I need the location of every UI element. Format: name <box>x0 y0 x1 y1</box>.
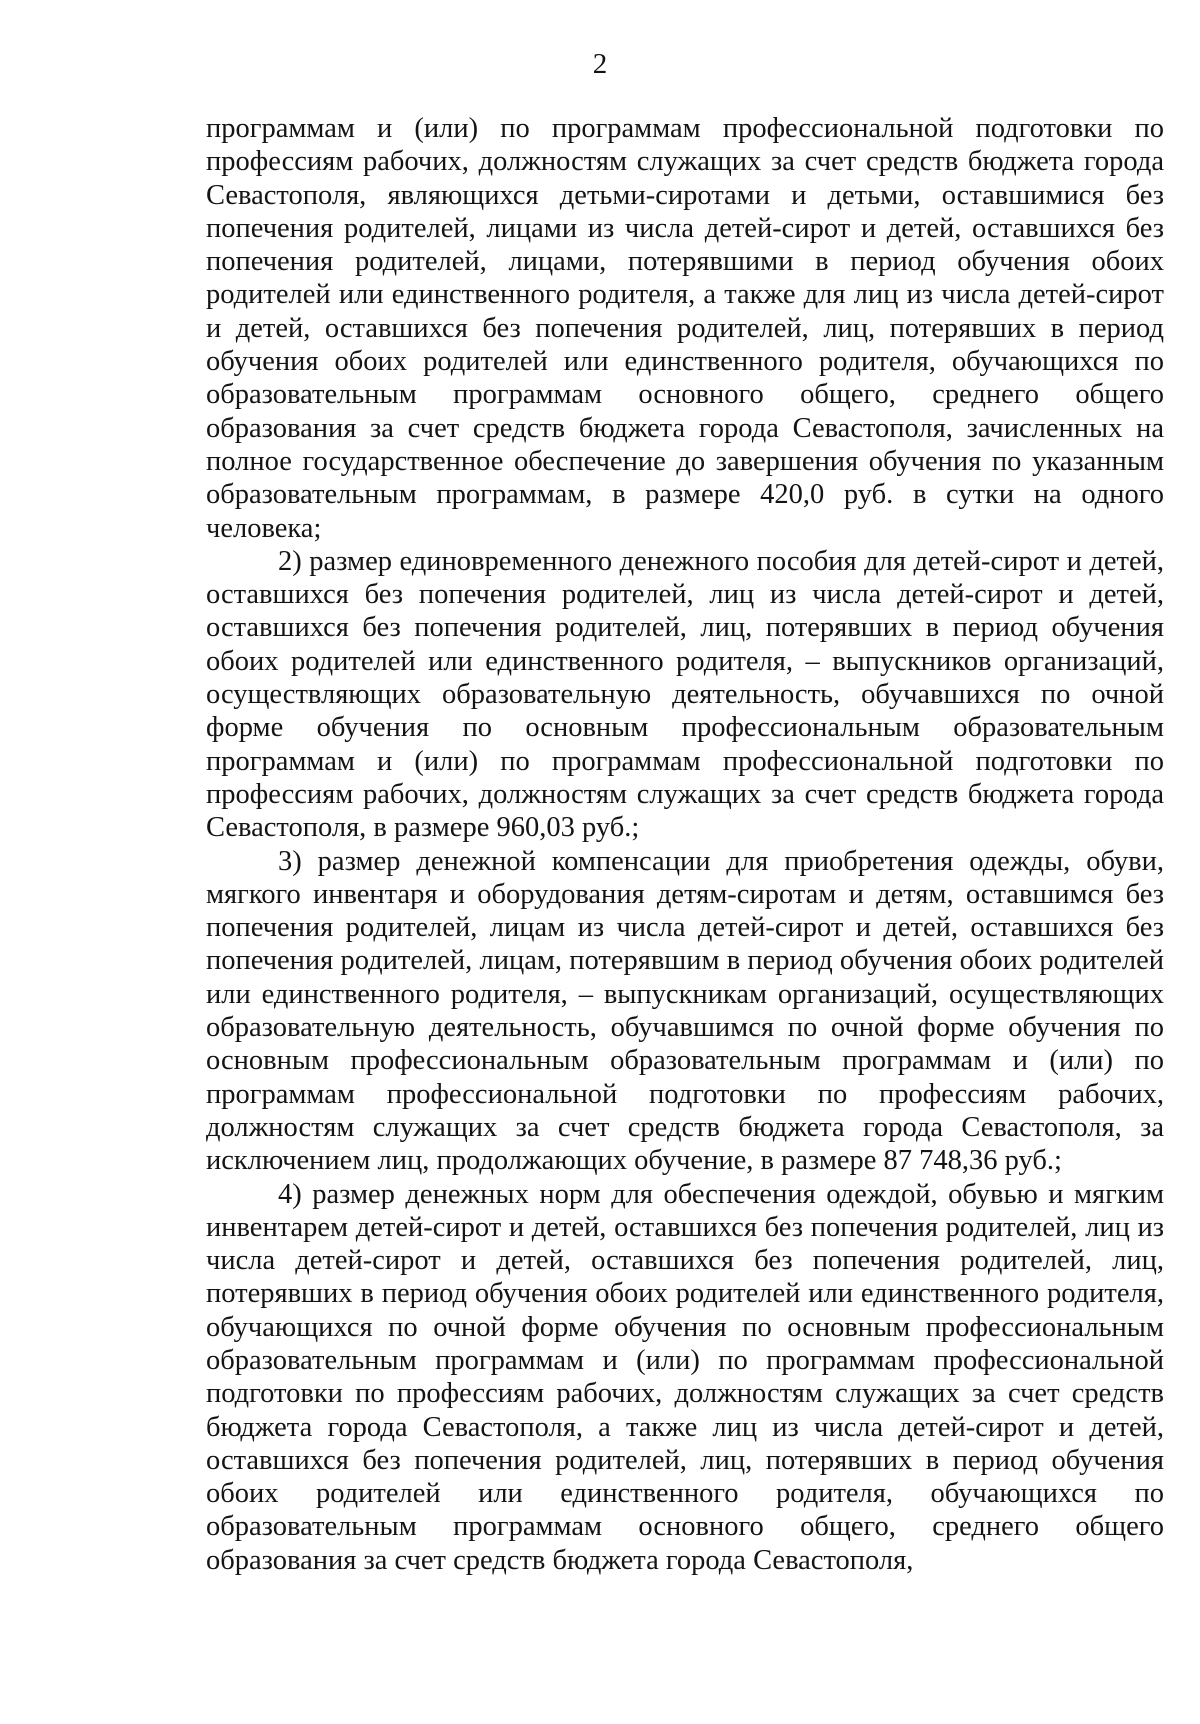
paragraph-item-3: 3) размер денежной компенсации для приобретения одежды, обуви, мягкого инвентаря и оборудования детям-сиротам и детям, оставшимся без попечения родителей, лицам из числа детей-сирот и детей, оставшихся без попечения родителей, лицам, потерявшим в период обучения обоих родителей или единственного родителя, – выпускникам организаций, осуществляющих образовательную деятельность, обучавшимся по очной форме обучения по основным профессиональным образовательным программам и (или) по программам профессиональной подготовки по профессиям рабочих, должностям служащих за счет средств бюджета города Севастополя, за исключением лиц, продолжающих обучение, в размере 87 748,36 руб.; <box>206 845 1164 1177</box>
paragraph-item-4: 4) размер денежных норм для обеспечения одеждой, обувью и мягким инвентарем детей-сирот и детей, оставшихся без попечения родителей, лиц из числа детей-сирот и детей, оставшихся без попечения родителей, лиц, потерявших в период обучения обоих родителей или единственного родителя, обучающихся по очной форме обучения по основным профессиональным образовательным программам и (или) по программам профессиональной подготовки по профессиям рабочих, должностям служащих за счет средств бюджета города Севастополя, а также лиц из числа детей-сирот и детей, оставшихся без попечения родителей, лиц, потерявших в период обучения обоих родителей или единственного родителя, обучающихся по образовательным программам основного общего, среднего общего образования за счет средств бюджета города Севастополя, <box>206 1178 1164 1576</box>
paragraph-continuation: программам и (или) по программам профессиональной подготовки по профессиям рабочих, должностям служащих за счет средств бюджета города Севастополя, являющихся детьми-сиротами и детьми, оставшимися без попечения родителей, лицами из числа детей-сирот и детей, оставшихся без попечения родителей, лицами, потерявшими в период обучения обоих родителей или единственного родителя, а также для лиц из числа детей-сирот и детей, оставшихся без попечения родителей, лиц, потерявших в период обучения обоих родителей или единственного родителя, обучающихся по образовательным программам основного общего, среднего общего образования за счет средств бюджета города Севастополя, зачисленных на полное государственное обеспечение до завершения обучения по указанным образовательным программам, в размере 420,0 руб. в сутки на одного человека; <box>206 113 1164 544</box>
document-body <box>206 112 1164 1577</box>
paragraph-item-2: 2) размер единовременного денежного пособия для детей-сирот и детей, оставшихся без попечения родителей, лиц из числа детей-сирот и детей, оставшихся без попечения родителей, лиц, потерявших в период обучения обоих родителей или единственного родителя, – выпускников организаций, осуществляющих образовательную деятельность, обучавшихся по очной форме обучения по основным профессиональным образовательным программам и (или) по программам профессиональной подготовки по профессиям рабочих, должностям служащих за счет средств бюджета города Севастополя, в размере 960,03 руб.; <box>206 545 1164 844</box>
page-number: 2 <box>592 48 608 80</box>
